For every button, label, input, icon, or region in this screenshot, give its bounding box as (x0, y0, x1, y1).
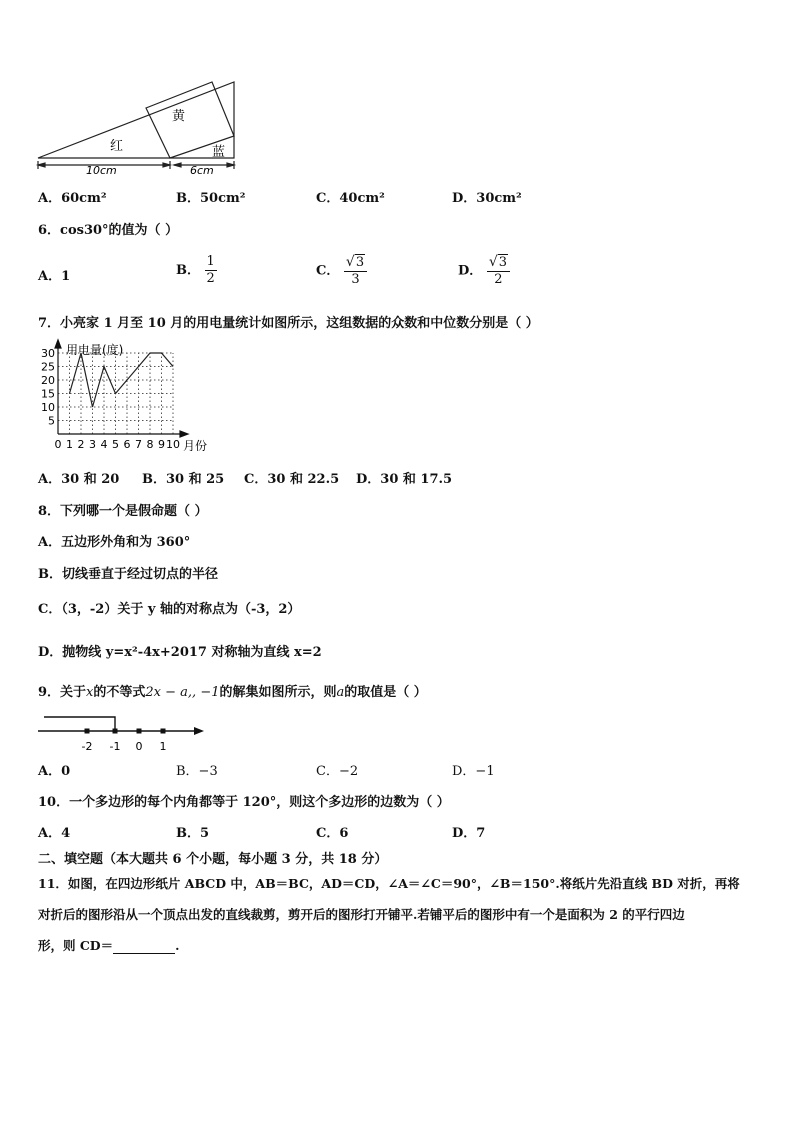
q6-option-c (316, 254, 367, 288)
q9-option-c: C．−2 (316, 764, 359, 779)
number-line-point (85, 729, 90, 734)
q5-option-b: B．50cm² (176, 191, 246, 206)
q6-option-a: A．1 (38, 269, 71, 284)
y-tick-label: 15 (41, 387, 55, 401)
q8-option-c: C．（3，-2）关于 y 轴的对称点为（-3，2） (38, 602, 301, 617)
q6-option-d-label: D． (458, 263, 483, 279)
q9-option-d: D．−1 (452, 764, 495, 779)
length-10-label: 10cm (86, 164, 117, 177)
y-tick-label: 25 (41, 360, 55, 374)
blue-label: 蓝 (212, 145, 226, 160)
q6-option-b-label: B． (176, 263, 200, 278)
q10-stem: 10．一个多边形的每个内角都等于 120°，则这个多边形的边数为（ ） (38, 795, 450, 810)
q11-line3: 形，则 CD＝ . (38, 938, 180, 953)
x-tick-label: 4 (100, 438, 108, 451)
x-tick-label: 7 (135, 438, 142, 451)
x-tick-label: 5 (112, 438, 119, 451)
q6-option-d-fraction: √ 3 2 (487, 254, 510, 288)
y-axis-label: 用电量(度) (66, 343, 124, 357)
q10-option-b: B．5 (176, 826, 210, 841)
q8-option-b: B．切线垂直于经过切点的半径 (38, 567, 218, 582)
section-heading: 二、填空题（本大题共 6 个小题，每小题 3 分，共 18 分） (38, 852, 388, 867)
q6-option-d (458, 254, 510, 288)
q6-option-b-fraction: $\frac{1}{2}$ (206, 254, 215, 286)
q8-option-a: A．五边形外角和为 360° (38, 535, 191, 550)
number-line-label: -2 (81, 740, 93, 753)
q8-option-d: D．抛物线 y=x²-4x+2017 对称轴为直线 x=2 (38, 645, 322, 660)
y-axis-arrow (55, 340, 61, 348)
number-line-point (161, 729, 166, 734)
number-line-label: -1 (109, 740, 121, 753)
length-6-label: 6cm (190, 164, 214, 177)
x-tick-label: 3 (89, 438, 96, 451)
q7-stem: 7．小亮家 1 月至 10 月的用电量统计如图所示，这组数据的众数和中位数分别是（ ） (38, 316, 539, 331)
yellow-label: 黄 (172, 109, 186, 124)
x-tick-label: 10 (166, 438, 180, 451)
x-axis-label: 月份 (183, 439, 208, 453)
x-tick-label: 9 (158, 438, 165, 451)
q7-option-d: D．30 和 17.5 (356, 472, 453, 487)
number-line (34, 706, 214, 756)
q7-option-b: B．30 和 25 (142, 472, 225, 487)
number-line-point (113, 729, 118, 734)
q9-option-b: B．−3 (176, 764, 218, 779)
q6-option-c-label: C． (316, 263, 340, 279)
q10-option-d: D．7 (452, 826, 486, 841)
number-line-point (137, 729, 142, 734)
x-tick-label: 2 (77, 438, 85, 451)
y-tick-label: 10 (41, 401, 55, 414)
q11-line2: 对折后的图形沿从一个顶点出发的直线裁剪，剪开后的图形打开铺平.若铺平后的图形中有一个是面积为 2 的平行四边 (38, 907, 685, 922)
x-tick-label: 8 (146, 438, 154, 451)
q8-stem: 8．下列哪一个是假命题（ ） (38, 504, 208, 519)
q6-option-b (176, 254, 217, 287)
x-tick-label: 6 (123, 438, 131, 451)
series-line (70, 353, 174, 407)
y-tick-label: 5 (48, 414, 55, 428)
q9-stem: 9．关于x的不等式2x − a,, −1的解集如图所示，则a的取值是（ ） (38, 685, 427, 700)
x-tick-label: 1 (66, 438, 73, 451)
y-tick-label: 20 (41, 374, 55, 387)
q5-option-d: D．30cm² (452, 191, 522, 206)
electricity-usage-chart (36, 338, 216, 456)
answer-blank[interactable] (113, 941, 175, 954)
x-tick-label: 0 (54, 438, 62, 451)
y-tick-label: 30 (41, 347, 55, 360)
q5-option-a: A．60cm² (38, 191, 107, 206)
q6-stem: 6．cos30°的值为（ ） (38, 223, 179, 238)
q7-option-a: A．30 和 20 (38, 472, 120, 487)
number-line-label: 0 (135, 740, 143, 753)
x-axis-arrow (180, 431, 188, 437)
q10-option-c: C．6 (316, 826, 349, 841)
q7-option-c: C．30 和 22.5 (244, 472, 340, 487)
red-label: 红 (110, 139, 124, 154)
rectangle-triangle-figure (34, 78, 244, 178)
q11-line1: 11．如图，在四边形纸片 ABCD 中，AB＝BC，AD＝CD，∠A＝∠C＝90°，∠B＝150°.将纸片先沿直线 BD 对折，再将 (38, 876, 740, 891)
number-line-label: 1 (159, 740, 167, 753)
q5-option-c: C．40cm² (316, 191, 385, 206)
q6-option-c-fraction: √ 3 3 (344, 254, 367, 288)
q10-option-a: A．4 (38, 826, 71, 841)
q9-option-a: A．0 (38, 764, 71, 779)
